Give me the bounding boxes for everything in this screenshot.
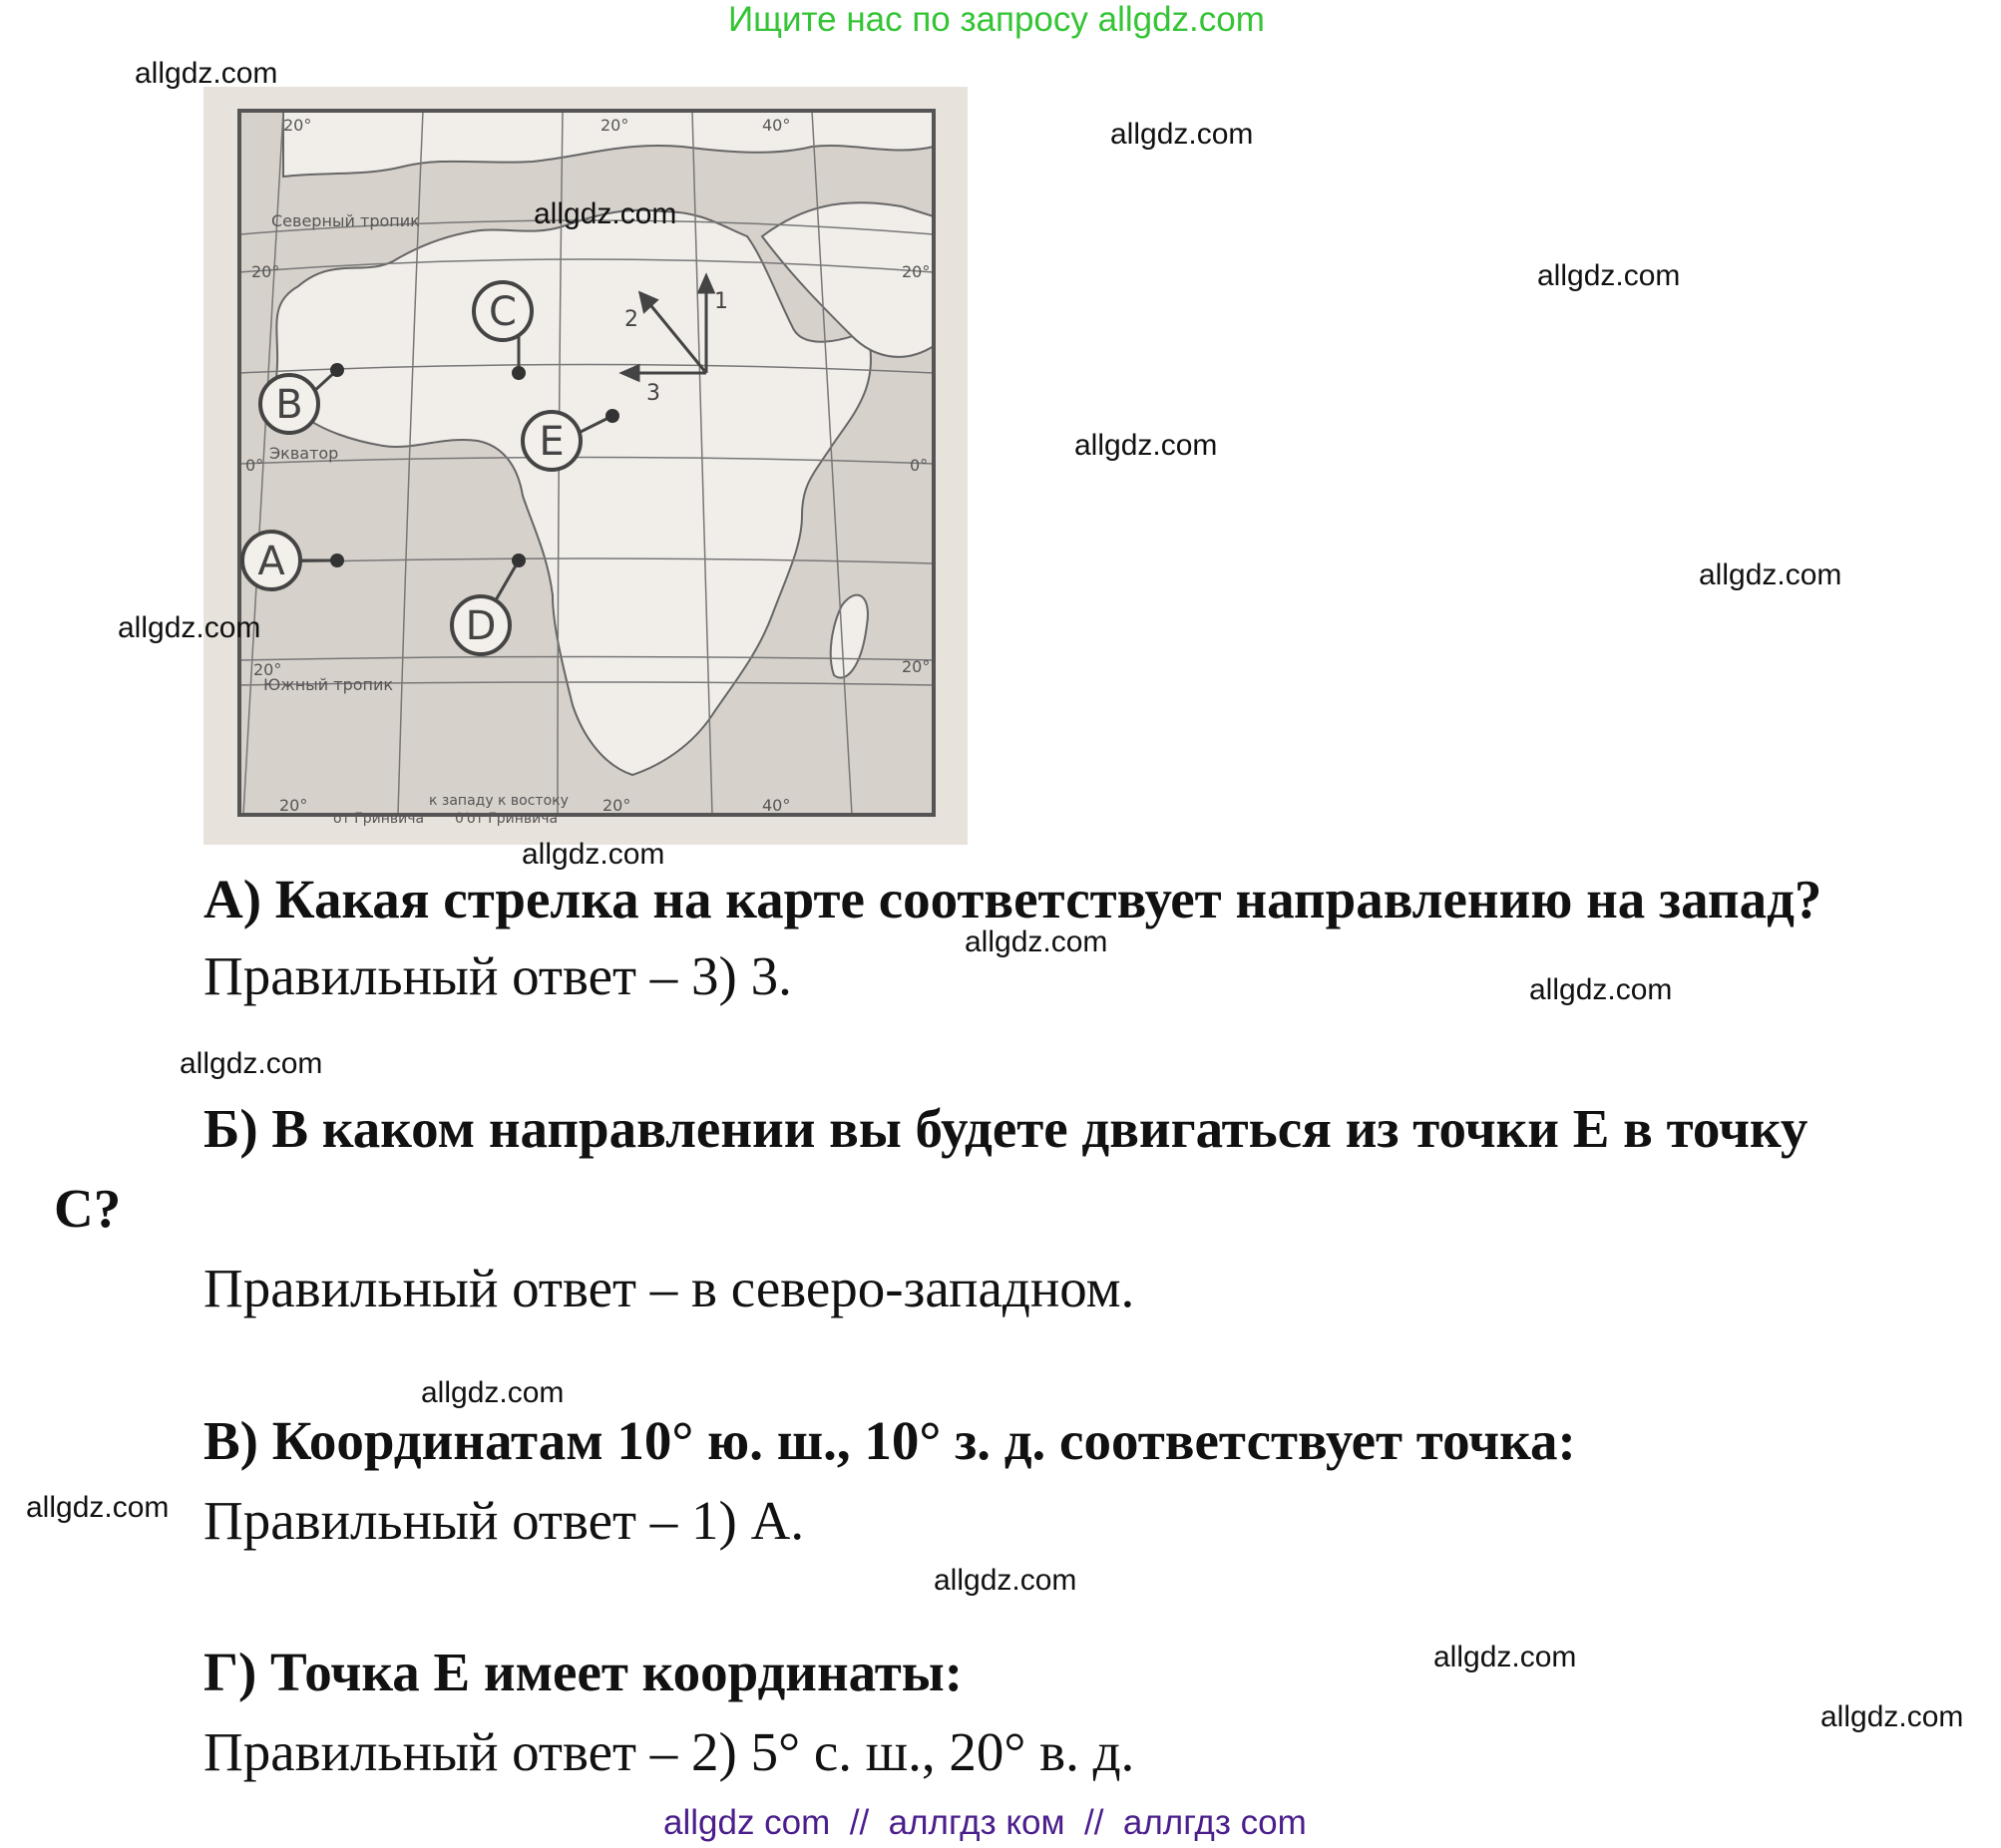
hemi-east-2: от Гринвича — [467, 811, 559, 827]
lat-label-1: 20° — [251, 262, 280, 281]
dot-a — [330, 554, 344, 567]
watermark: allgdz.com — [421, 1376, 565, 1409]
question-b-line2: С? — [54, 1178, 122, 1239]
dot-d — [512, 554, 526, 567]
answer-b: Правильный ответ – в северо-западном. — [203, 1258, 1135, 1318]
lat-label-right-1: 20° — [902, 262, 931, 281]
hemi-east-1: к востоку — [498, 793, 569, 809]
watermark: allgdz.com — [26, 1491, 170, 1524]
watermark: allgdz.com — [522, 838, 665, 871]
lon-label-bottom-2: 0° — [455, 811, 471, 827]
lon-label-bottom-4: 40° — [762, 796, 791, 815]
question-v: В) Координатам 10° ю. ш., 10° з. д. соответствует точка: — [203, 1410, 1576, 1471]
watermark: allgdz.com — [965, 925, 1108, 958]
watermark: allgdz.com — [1820, 1700, 1964, 1733]
arrow-1-label: 1 — [714, 289, 728, 314]
lat-label-2: 0° — [245, 456, 264, 475]
watermark: allgdz.com — [534, 197, 677, 230]
lat-label-right-3: 20° — [902, 657, 931, 676]
question-b-line1: Б) В каком направлении вы будете двигаться из точки Е в точку — [203, 1098, 1808, 1159]
question-a: А) Какая стрелка на карте соответствует направлению на запад? — [203, 869, 1822, 929]
lon-label-top-1: 20° — [283, 116, 312, 135]
dot-c — [512, 366, 526, 380]
lon-label-bottom-3: 20° — [602, 796, 631, 815]
dot-b — [330, 363, 344, 377]
dot-e — [605, 409, 619, 423]
watermark: allgdz.com — [1529, 973, 1673, 1006]
point-a-label: A — [257, 539, 285, 584]
point-b-label: B — [275, 382, 303, 428]
lat-label-3: 20° — [253, 660, 282, 679]
answer-a: Правильный ответ – 3) 3. — [203, 945, 792, 1006]
hemi-west-2: от Гринвича — [333, 811, 425, 827]
watermark: allgdz.com — [934, 1564, 1077, 1597]
watermark: allgdz.com — [1537, 259, 1681, 292]
watermark: allgdz.com — [135, 57, 278, 90]
watermark: allgdz.com — [180, 1047, 323, 1080]
footer-links[interactable]: allgdz com // аллгдз ком // аллгдз com — [663, 1803, 1307, 1842]
question-g: Г) Точка Е имеет координаты: — [203, 1642, 964, 1702]
point-d-label: D — [465, 603, 497, 649]
hemi-west-1: к западу — [429, 793, 494, 809]
label-south-tropic: Южный тропик — [263, 675, 394, 694]
top-banner[interactable]: Ищите нас по запросу allgdz.com — [728, 0, 1265, 39]
lat-label-right-2: 0° — [910, 456, 929, 475]
lon-label-top-2: 20° — [600, 116, 629, 135]
lon-label-bottom-1: 20° — [279, 796, 308, 815]
watermark: allgdz.com — [1074, 429, 1218, 462]
point-c-label: C — [489, 289, 517, 335]
arrow-2-label: 2 — [624, 307, 638, 332]
watermark: allgdz.com — [1110, 118, 1254, 151]
label-equator: Экватор — [269, 444, 339, 463]
answer-v: Правильный ответ – 1) А. — [203, 1490, 805, 1551]
answer-g: Правильный ответ – 2) 5° с. ш., 20° в. д. — [203, 1721, 1135, 1782]
watermark: allgdz.com — [1433, 1641, 1577, 1673]
watermark: allgdz.com — [118, 611, 261, 644]
arrow-3-label: 3 — [646, 381, 660, 406]
label-north-tropic: Северный тропик — [271, 211, 420, 230]
point-e-label: E — [539, 419, 565, 465]
lon-label-top-3: 40° — [762, 116, 791, 135]
watermark: allgdz.com — [1699, 558, 1842, 591]
